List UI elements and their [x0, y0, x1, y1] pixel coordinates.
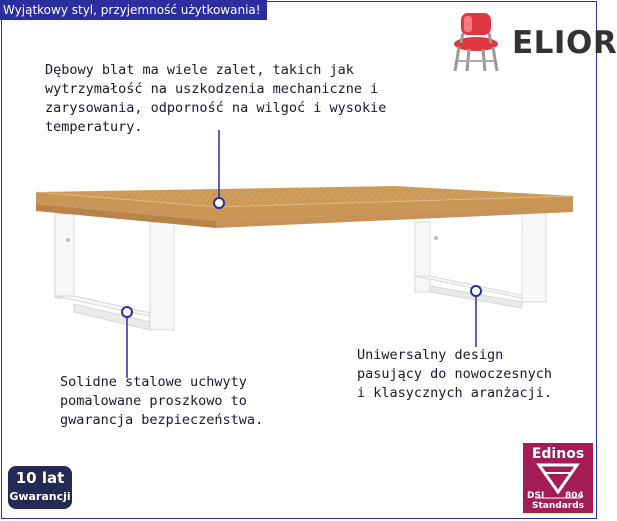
warranty-label: Gwarancji [9, 490, 71, 503]
edinos-number: 804 [565, 491, 584, 501]
warranty-badge [8, 466, 72, 509]
callout-right [471, 286, 481, 347]
brand-name: ELIOR [512, 25, 617, 61]
feature-note-design: Uniwersalny design pasujący do nowoczesnych i klasycznych aranżacji. [357, 347, 553, 401]
edinos-standards: Standards [531, 501, 585, 511]
warranty-years: 10 lat [15, 469, 65, 487]
feature-note-brackets: Solidne stalowe uchwyty pomalowane proszkowo to gwarancja bezpieczeństwa. [60, 374, 264, 428]
edinos-badge [523, 443, 593, 513]
promo-banner: Wyjątkowy styl, przyjemność użytkowania! [0, 0, 267, 20]
edinos-name: Edinos [531, 446, 585, 462]
feature-note-countertop: Dębowy blat ma wiele zalet, takich jak wytrzymałość na uszkodzenia mechaniczne i zarysowania, odporność na wilgoć i wysokie temperatury. [45, 62, 387, 135]
wood-countertop [36, 186, 573, 228]
edinos-dsi: DSI [527, 491, 545, 501]
bracket-left [55, 214, 438, 330]
